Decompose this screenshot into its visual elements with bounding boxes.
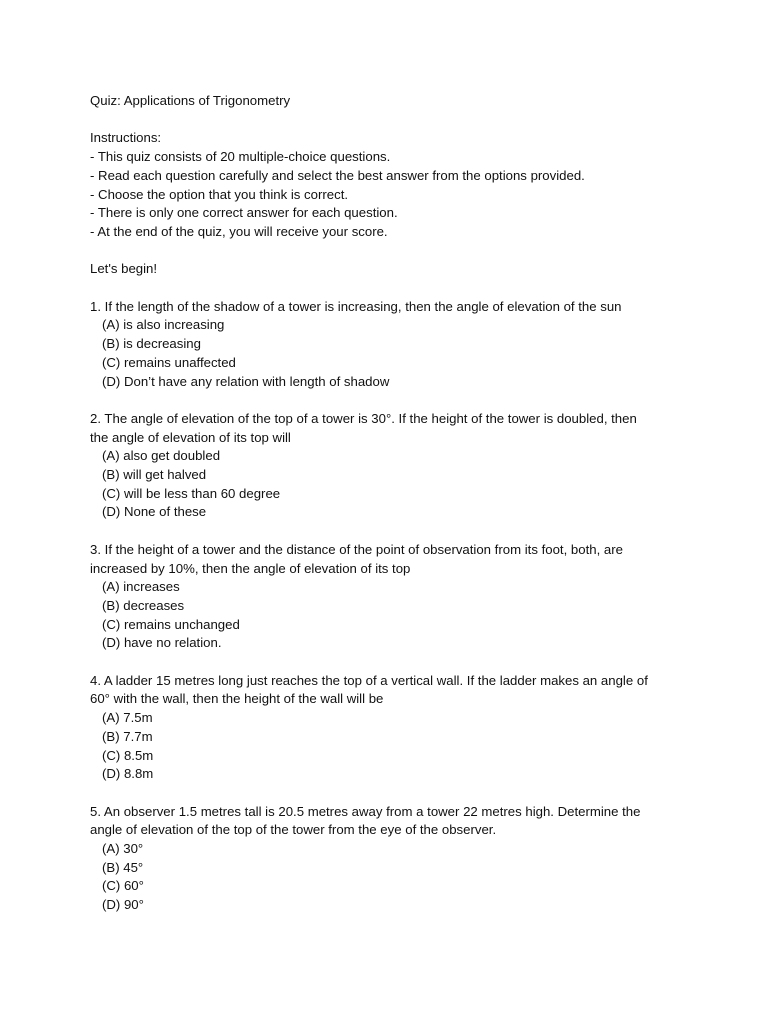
instruction-item: - At the end of the quiz, you will receive your score. xyxy=(90,223,388,239)
spacer xyxy=(90,391,690,410)
question-stem: 3. If the height of a tower and the distance of the point of observation from its foot, both, are xyxy=(90,541,623,557)
question-4 xyxy=(90,672,690,784)
option-b: (B) will get halved xyxy=(102,467,207,482)
quiz-title: Quiz: Applications of Trigonometry xyxy=(90,93,291,108)
question-stem: the angle of elevation of its top will xyxy=(90,429,291,445)
option-d: (D) None of these xyxy=(102,504,207,520)
option-a: (A) also get doubled xyxy=(102,448,221,464)
option-b: (B) 45° xyxy=(102,859,144,875)
option-b: (B) decreases xyxy=(102,597,185,613)
instruction-item: - Choose the option that you think is correct. xyxy=(90,186,349,202)
spacer xyxy=(90,653,690,672)
instruction-item: - Read each question carefully and select the best answer from the options provided. xyxy=(90,167,585,183)
question-stem: 60° with the wall, then the height of the wall will be xyxy=(90,691,384,707)
spacer xyxy=(90,242,690,261)
question-2 xyxy=(90,410,690,522)
question-1 xyxy=(90,298,690,392)
option-d: (D) have no relation. xyxy=(102,635,222,651)
option-a: (A) 7.5m xyxy=(102,710,153,726)
instructions-section xyxy=(90,129,690,241)
spacer xyxy=(90,784,690,803)
question-stem: 2. The angle of elevation of the top of a tower is 30°. If the height of the tower is doubled, then xyxy=(90,410,637,426)
intro-text: Let's begin! xyxy=(90,261,158,277)
quiz-document xyxy=(90,92,690,915)
option-a: (A) 30° xyxy=(102,841,144,857)
question-stem: increased by 10%, then the angle of elevation of its top xyxy=(90,560,411,576)
question-stem: 5. An observer 1.5 metres tall is 20.5 metres away from a tower 22 metres high. Determine the xyxy=(90,803,641,819)
spacer xyxy=(90,522,690,541)
instruction-item: - There is only one correct answer for each question. xyxy=(90,205,398,221)
option-d: (D) 90° xyxy=(102,897,144,913)
question-stem: 4. A ladder 15 metres long just reaches the top of a vertical wall. If the ladder makes an angle of xyxy=(90,672,648,688)
instructions-heading: Instructions: xyxy=(90,130,162,146)
question-5 xyxy=(90,803,690,915)
question-3 xyxy=(90,541,690,653)
spacer xyxy=(90,279,690,298)
option-c: (C) 60° xyxy=(102,878,144,894)
option-a: (A) is also increasing xyxy=(102,317,225,333)
option-b: (B) is decreasing xyxy=(102,336,201,352)
instruction-item: - This quiz consists of 20 multiple-choice questions. xyxy=(90,149,391,165)
option-b: (B) 7.7m xyxy=(102,728,153,744)
question-stem: 1. If the length of the shadow of a tower is increasing, then the angle of elevation of the sun xyxy=(90,298,622,314)
option-c: (C) will be less than 60 degree xyxy=(102,485,281,501)
option-c: (C) remains unchanged xyxy=(102,616,240,632)
option-c: (C) remains unaffected xyxy=(102,354,236,370)
option-a: (A) increases xyxy=(102,579,180,595)
spacer xyxy=(90,111,690,130)
option-c: (C) 8.5m xyxy=(102,747,154,763)
option-d: (D) Don’t have any relation with length of shadow xyxy=(102,373,390,389)
question-stem: angle of elevation of the top of the tower from the eye of the observer. xyxy=(90,822,497,838)
option-d: (D) 8.8m xyxy=(102,766,154,782)
